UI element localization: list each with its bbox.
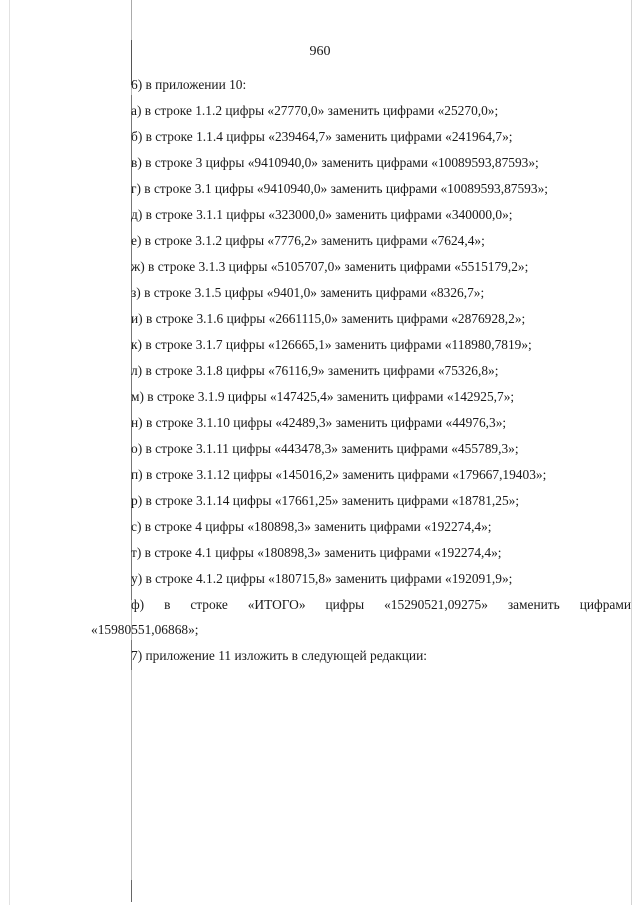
final-line: 7) приложение 11 изложить в следующей редакции: [131,648,427,663]
paragraph-line: с) в строке 4 цифры «180898,3» заменить цифрами «192274,4»; [131,519,492,534]
paragraph-line: 6) в приложении 10: [131,77,247,92]
paragraph-line: б) в строке 1.1.4 цифры «239464,7» заменить цифрами «241964,7»; [131,129,513,144]
paragraph-line: н) в строке 3.1.10 цифры «42489,3» заменить цифрами «44976,3»; [131,415,507,430]
scan-mark [131,880,132,902]
paragraph-line: ж) в строке 3.1.3 цифры «5105707,0» заменить цифрами «5515179,2»; [131,259,529,274]
paragraph-line: о) в строке 3.1.11 цифры «443478,3» заменить цифрами «455789,3»; [131,441,519,456]
itogo-line: ф) в строке «ИТОГО» цифры «15290521,09275» заменить цифрами [131,597,631,612]
paragraph-line: л) в строке 3.1.8 цифры «76116,9» заменить цифрами «75326,8»; [131,363,499,378]
paragraph-line: п) в строке 3.1.12 цифры «145016,2» заменить цифрами «179667,19403»; [131,467,547,482]
paragraph-line: а) в строке 1.1.2 цифры «27770,0» заменить цифрами «25270,0»; [131,103,499,118]
page-number: 960 [309,44,331,59]
itogo-continuation: «15980551,06868»; [91,622,199,637]
paragraph-line: у) в строке 4.1.2 цифры «180715,8» заменить цифрами «192091,9»; [131,571,513,586]
paragraph-line: и) в строке 3.1.6 цифры «2661115,0» заменить цифрами «2876928,2»; [131,311,526,326]
paragraph-line: м) в строке 3.1.9 цифры «147425,4» заменить цифрами «142925,7»; [131,389,515,404]
scan-edge-right [631,0,632,905]
scan-mark [131,0,132,20]
paragraph-line: з) в строке 3.1.5 цифры «9401,0» заменить цифрами «8326,7»; [131,285,485,300]
paragraph-line: г) в строке 3.1 цифры «9410940,0» заменить цифрами «10089593,87593»; [131,181,548,196]
paragraph-line: т) в строке 4.1 цифры «180898,3» заменить цифрами «192274,4»; [131,545,502,560]
scan-edge-left [9,0,10,905]
paragraph-line: к) в строке 3.1.7 цифры «126665,1» заменить цифрами «118980,7819»; [131,337,532,352]
paragraph-line: е) в строке 3.1.2 цифры «7776,2» заменить цифрами «7624,4»; [131,233,485,248]
paragraph-line: в) в строке 3 цифры «9410940,0» заменить цифрами «10089593,87593»; [131,155,539,170]
paragraph-line: р) в строке 3.1.14 цифры «17661,25» заменить цифрами «18781,25»; [131,493,520,508]
paragraph-line: д) в строке 3.1.1 цифры «323000,0» заменить цифрами «340000,0»; [131,207,513,222]
